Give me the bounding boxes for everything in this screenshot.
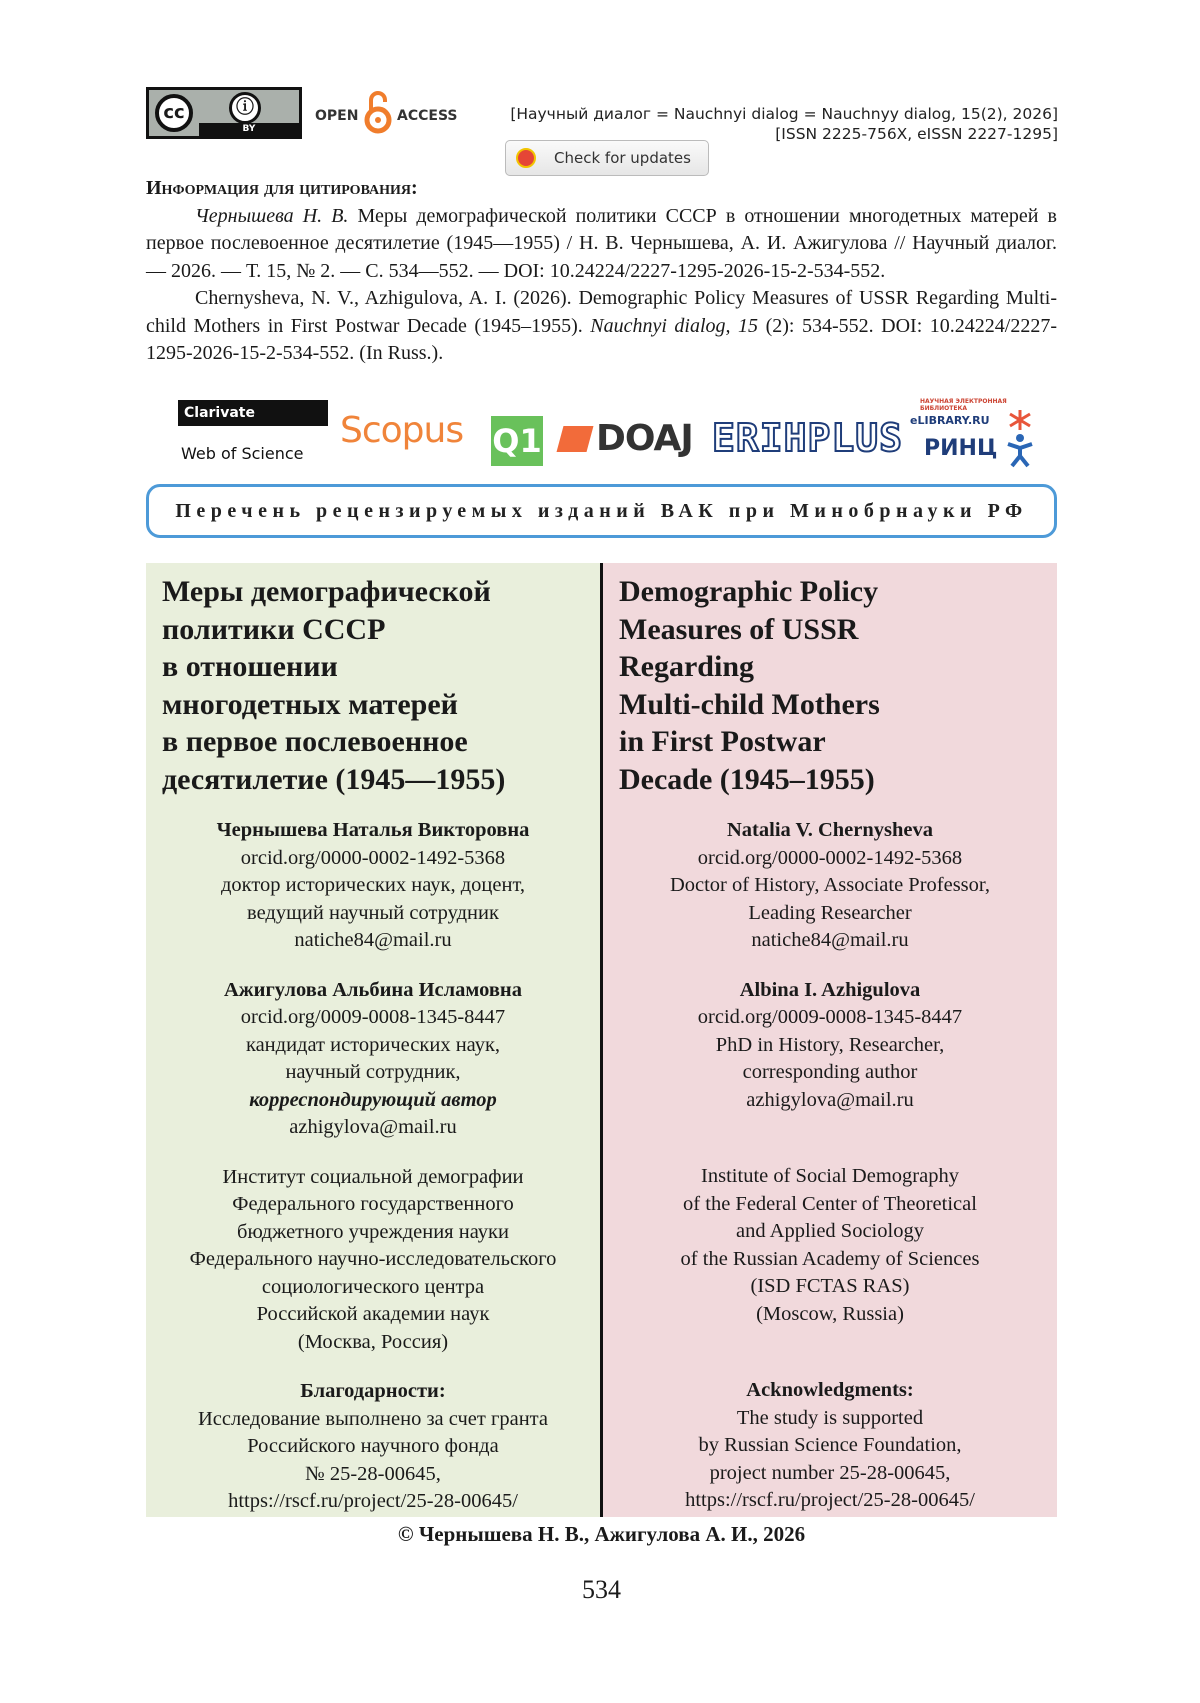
erihplus-logo[interactable]: ERIHPLUS: [712, 416, 904, 460]
en-ack-heading: Acknowledgments:: [746, 1379, 914, 1401]
en-affiliation-line: (Moscow, Russia): [756, 1302, 904, 1325]
ru-ack-heading: Благодарности:: [300, 1380, 446, 1402]
ru-affiliation: [146, 1164, 600, 1357]
en-author-1: [603, 817, 1057, 955]
en-author-1-position: Leading Researcher: [748, 901, 912, 924]
ru-title-line: в отношении: [162, 650, 338, 683]
en-ack-line: The study is supported: [736, 1406, 924, 1429]
ru-author-1-orcid[interactable]: orcid.org/0000-0002-1492-5368: [240, 846, 506, 869]
by-label: BY: [199, 123, 299, 136]
check-for-updates-label: Check for updates: [554, 149, 691, 167]
en-title: [603, 563, 1057, 798]
en-author-2-email[interactable]: azhigylova@mail.ru: [746, 1088, 914, 1111]
en-author-1-email[interactable]: natiche84@mail.ru: [751, 929, 909, 951]
ru-author-2-email[interactable]: azhigylova@mail.ru: [289, 1116, 457, 1138]
en-author-2-position: corresponding author: [742, 1061, 918, 1083]
bilingual-columns: [146, 563, 1057, 1517]
ru-affiliation-line: (Москва, Россия): [297, 1330, 449, 1353]
ru-author-2-position: научный сотрудник,: [285, 1061, 461, 1083]
en-title-line: Decade (1945–1955): [619, 762, 875, 796]
copyright-line: © Чернышева Н. В., Ажигулова А. И., 2026: [397, 1522, 806, 1546]
en-author-1-name: Natalia V. Chernysheva: [727, 819, 933, 841]
citation-en-text: Chernysheva, N. V., Azhigulova, A. I. (2026). Demographic Policy Measures of USSR Regarding Multi-child Mothers in First Postwar Decade (1945–1955).: [146, 287, 1057, 337]
elibrary-logo[interactable]: [910, 398, 1040, 468]
en-acknowledgments: [603, 1377, 1057, 1515]
en-ack-line: by Russian Science Foundation,: [698, 1434, 962, 1456]
ru-affiliation-line: Российской академии наук: [256, 1303, 490, 1325]
doaj-mark-icon: [557, 426, 594, 452]
citation-ru: [146, 203, 1057, 286]
q1-badge: Q1: [491, 416, 543, 466]
crossmark-icon: [516, 148, 536, 168]
ru-author-2: [146, 977, 600, 1142]
citation-en-tail: (2): 534-552. DOI: 10.24224/2227-1295-2026-15-2-534-552. (In Russ.).: [146, 314, 1058, 364]
en-affiliation-line: of the Federal Center of Theoretical: [683, 1192, 977, 1215]
attribution-person-icon: ⓘ: [229, 92, 261, 124]
ru-author-1-name: Чернышева Наталья Викторовна: [216, 819, 530, 841]
ru-author-2-orcid[interactable]: orcid.org/0009-0008-1345-8447: [240, 1006, 506, 1028]
en-affiliation-line: of the Russian Academy of Sciences: [680, 1247, 980, 1270]
en-author-2-orcid[interactable]: orcid.org/0009-0008-1345-8447: [697, 1006, 963, 1028]
en-affiliation-line: and Applied Sociology: [736, 1220, 924, 1242]
ru-title-line: в первое послевоенное: [162, 725, 468, 758]
open-access-access: ACCESS: [397, 108, 458, 124]
ru-title-line: политики СССР: [162, 612, 386, 646]
citation-heading: Информация для цитирования:: [146, 177, 418, 199]
ru-author-2-degree: кандидат исторических наук,: [245, 1033, 501, 1056]
en-author-1-degree: Doctor of History, Associate Professor,: [669, 874, 991, 896]
ru-author-1-email[interactable]: natiche84@mail.ru: [294, 929, 452, 951]
page-number: 534: [582, 1575, 621, 1604]
ru-ack-line: Российского научного фонда: [247, 1435, 499, 1457]
ru-affiliation-line: Институт социальной демографии: [222, 1165, 524, 1188]
ru-title-line: десятилетие (1945—1955): [162, 762, 506, 796]
ru-affiliation-line: Федерального научно-исследовательского: [189, 1248, 557, 1270]
ru-title: [146, 563, 600, 798]
citation-en-journal: Nauchnyi dialog, 15: [590, 314, 759, 337]
en-title-line: Demographic Policy: [619, 575, 879, 608]
journal-reference: [510, 104, 1058, 144]
open-access-open: OPEN: [315, 108, 359, 124]
en-author-1-orcid[interactable]: orcid.org/0000-0002-1492-5368: [697, 846, 963, 869]
en-title-line: Regarding: [619, 650, 754, 683]
en-affiliation-line: (ISD FCTAS RAS): [750, 1275, 910, 1297]
check-for-updates-button[interactable]: [505, 140, 709, 176]
ru-title-line: Меры демографической: [162, 575, 491, 608]
en-title-line: Measures of USSR: [619, 612, 859, 646]
ru-ack-line: Исследование выполнено за счет гранта: [197, 1407, 548, 1430]
russian-column: [146, 563, 603, 1517]
doaj-label: DOAJ: [596, 418, 693, 459]
ru-affiliation-line: Федерального государственного: [232, 1193, 514, 1215]
citation-ru-author: Чернышева Н. В.: [195, 204, 349, 227]
ru-author-1-position: ведущий научный сотрудник: [247, 901, 499, 924]
citation-block: [146, 175, 1057, 368]
ru-affiliation-line: бюджетного учреждения науки: [237, 1220, 509, 1243]
ru-ack-line: № 25-28-00645,: [305, 1462, 441, 1485]
vak-list-banner: Перечень рецензируемых изданий ВАК при Минобрнауки РФ: [146, 484, 1057, 538]
en-affiliation-line: Institute of Social Demography: [701, 1165, 959, 1187]
en-title-line: Multi-child Mothers: [619, 687, 880, 721]
clarivate-label: Clarivate: [184, 405, 255, 421]
scopus-logo[interactable]: Scopus: [340, 410, 464, 451]
en-author-2: [603, 977, 1057, 1115]
ru-author-1-degree: доктор исторических наук, доцент,: [221, 874, 525, 896]
english-column: [603, 563, 1057, 1517]
citation-ru-text: Меры демографической политики СССР в отношении многодетных матерей в первое послевоенное десятилетие (1945—1955) / Н. В. Чернышева, А. И. Ажигулова // Научный диалог. — 2026. — Т. 15, № 2. — С. 534—552. — DOI: 10.24224/2227-1295-2026-15-2-534-552.: [146, 204, 1057, 282]
ru-author-2-name: Ажигулова Альбина Исламовна: [224, 978, 522, 1001]
journal-line: [Научный диалог = Nauchnyi dialog = Nauchnyy dialog, 15(2), 2026]: [510, 105, 1058, 123]
en-ack-link[interactable]: https://rscf.ru/project/25-28-00645/: [685, 1489, 975, 1511]
en-ack-line: project number 25-28-00645,: [709, 1461, 951, 1484]
doaj-logo[interactable]: [560, 418, 693, 459]
ru-acknowledgments: [146, 1378, 600, 1516]
en-affiliation: [603, 1163, 1057, 1328]
rinc-figure-icon: [1006, 408, 1034, 468]
citation-en: [146, 285, 1057, 368]
elibrary-subtitle: НАУЧНАЯ ЭЛЕКТРОННАЯ БИБЛИОТЕКА: [920, 398, 1007, 412]
ru-ack-link[interactable]: https://rscf.ru/project/25-28-00645/: [228, 1490, 518, 1512]
cc-icon: cc: [155, 94, 193, 132]
ru-author-1: [146, 817, 600, 955]
indexing-logos: [146, 398, 1057, 468]
ru-title-line: многодетных матерей: [162, 687, 458, 721]
ru-affiliation-line: социологического центра: [261, 1275, 485, 1298]
en-title-line: in First Postwar: [619, 725, 826, 758]
issn-line: [ISSN 2225-756X, eISSN 2227-1295]: [775, 125, 1058, 143]
clarivate-logo[interactable]: [178, 400, 328, 426]
open-lock-icon: [363, 90, 393, 134]
cc-by-license-badge[interactable]: [146, 87, 302, 139]
en-author-2-name: Albina I. Azhigulova: [739, 978, 921, 1001]
en-author-2-degree: PhD in History, Researcher,: [715, 1033, 945, 1056]
rinc-label: РИНЦ: [924, 436, 998, 461]
open-access-logo: [313, 88, 463, 138]
elibrary-label: eLIBRARY.RU: [910, 414, 990, 427]
web-of-science-logo[interactable]: Web of Science: [181, 444, 304, 463]
ru-corresponding-author: корреспондирующий автор: [249, 1088, 497, 1111]
